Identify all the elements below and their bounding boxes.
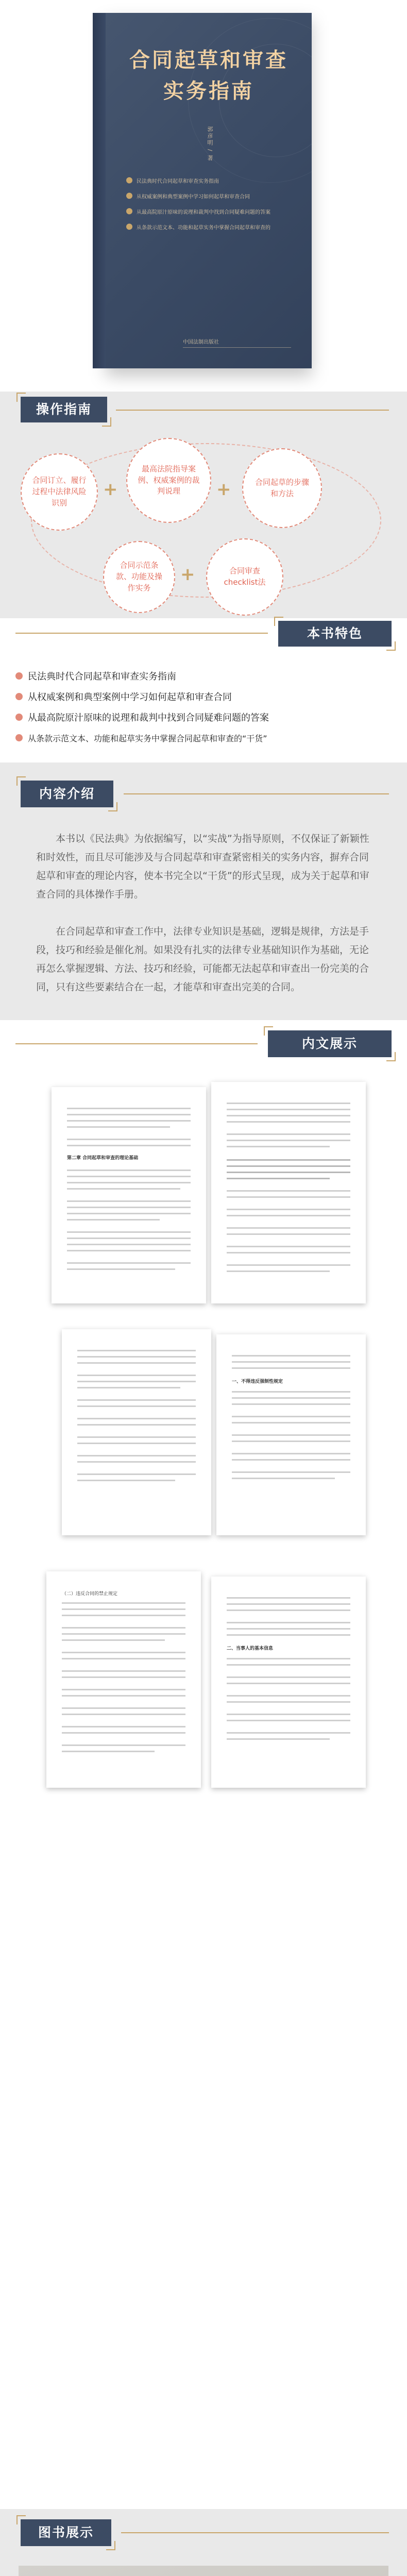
guide-circle-cases: 最高法院指导案例、权威案例的裁判说理	[126, 438, 211, 523]
photos-header: 图书展示	[21, 2519, 111, 2546]
bullet-dot-icon	[126, 208, 132, 214]
publisher-rule	[183, 347, 291, 348]
inner-page	[46, 1571, 201, 1788]
features-header: 本书特色	[278, 621, 392, 647]
inner-page	[211, 1577, 366, 1788]
cover-bullet-list	[126, 173, 291, 234]
feature-item: 民法典时代合同起草和审查实务指南	[15, 667, 397, 685]
guide-circle-risk: 合同订立、履行过程中法律风险识别	[21, 453, 98, 531]
header-rule	[116, 410, 389, 411]
cover-bullet: 从权威案例和典型案例中学习如何起草和审查合同	[126, 188, 291, 204]
guide-circle-checklist: 合同审查checklist法	[206, 538, 283, 616]
inner-page	[216, 1334, 366, 1535]
inner-page	[52, 1087, 206, 1303]
bullet-dot-icon	[126, 177, 132, 183]
cover-author: 郭彦明 / 著	[207, 126, 213, 162]
header-rule	[124, 793, 389, 794]
header-rule	[15, 1043, 258, 1044]
page-heading: （二）违反合同的禁止规定	[62, 1591, 118, 1597]
page-heading: 二、当事人的基本信息	[227, 1646, 274, 1651]
cover-title-line1: 合同起草和审查	[129, 48, 288, 72]
bullet-dot-icon	[126, 224, 132, 230]
bullet-dot-icon	[126, 193, 132, 199]
page-heading: 第二章 合同起草和审查的理论基础	[67, 1156, 139, 1161]
intro-paragraph: 本书以《民法典》为依据编写，以“实战”为指导原则，不仅保证了新颖性和时效性，而且尽可能涉及与合同起草和审查紧密相关的实务内容，摒弃合同起草和审查的理论内容，使本书完全以“干货”的形式呈现，成为关于起草和审查合同的具体操作手册。	[36, 833, 369, 900]
cover-bullet: 民法典时代合同起草和审查实务指南	[126, 173, 291, 188]
feature-dot-icon	[15, 734, 23, 741]
feature-dot-icon	[15, 672, 23, 680]
intro-header: 内容介绍	[21, 781, 113, 807]
operation-guide-header: 操作指南	[21, 397, 107, 422]
cover-title-line2: 实务指南	[163, 79, 254, 103]
inner-page	[62, 1329, 211, 1535]
feature-dot-icon	[15, 714, 23, 721]
book-cover	[106, 13, 312, 368]
cover-bullet: 从条款示范文本、功能和起草实务中掌握合同起草和审查的	[126, 219, 291, 234]
feature-item: 从权威案例和典型案例中学习如何起草和审查合同	[15, 688, 397, 705]
page-heading: 一、不得违反强制性规定	[232, 1379, 283, 1384]
cover-publisher: 中国法制出版社	[183, 337, 301, 348]
feature-dot-icon	[15, 693, 23, 700]
feature-item: 从最高院原汁原味的说理和裁判中找到合同疑难问题的答案	[15, 708, 397, 726]
feature-item: 从条款示范文本、功能和起草实务中掌握合同起草和审查的“干货”	[15, 729, 397, 747]
plus-icon: +	[103, 479, 118, 500]
intro-paragraph: 在合同起草和审查工作中，法律专业知识是基础，逻辑是规律，方法是手段，技巧和经验是催化剂。如果没有扎实的法律专业基础知识作为基础，无论再怎么掌握逻辑、方法、技巧和经验，可能都无法起草和审查出一份完美的合同，只有这些要素结合在一起，才能草和审查出完美的合同。	[36, 926, 369, 993]
header-rule	[15, 633, 268, 634]
plus-icon: +	[216, 479, 231, 500]
plus-icon: +	[180, 564, 195, 585]
book-photo-two-copies	[19, 2566, 388, 2576]
hero-section	[0, 0, 407, 392]
header-rule	[121, 2532, 389, 2533]
inner-pages-header: 内文展示	[268, 1030, 392, 1057]
inner-page	[211, 1082, 366, 1303]
guide-circle-steps: 合同起草的步骤和方法	[242, 448, 322, 528]
guide-circle-clauses: 合同示范条款、功能及操作实务	[103, 541, 175, 613]
cover-bullet: 从最高院原汁原味的说理和裁判中找到合同疑难问题的答案	[126, 204, 291, 219]
